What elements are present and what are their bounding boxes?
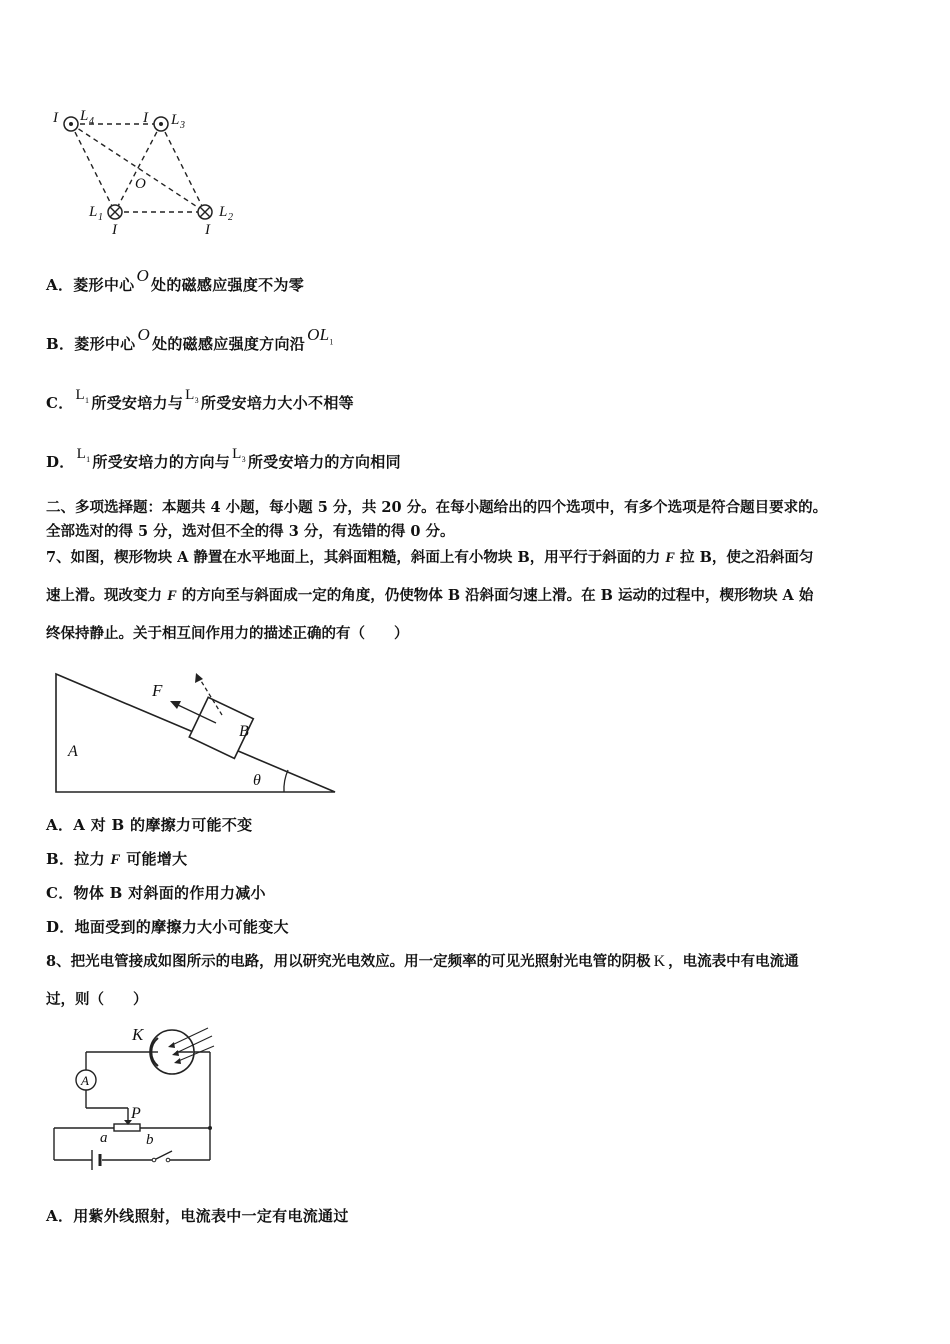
- section-2-line-1: 二、多项选择题：本题共 4 小题，每小题 5 分，共 20 分。在每小题给出的四个选项中，有多个选项是符合题目要求的。: [46, 499, 828, 516]
- wire-l1-in-icon: [108, 205, 122, 219]
- label-l3-sub: 3: [180, 120, 185, 131]
- symbol-l1: L: [76, 446, 87, 462]
- symbol-l3-sub: 3: [241, 455, 246, 464]
- symbol-l1: L: [75, 387, 86, 403]
- label-l2: L: [219, 204, 228, 220]
- option-text: 所受安培力与: [91, 394, 184, 412]
- rhombus-wire-figure: [45, 100, 255, 240]
- q7-stem: [46, 546, 916, 646]
- symbol-l3-sub: 3: [194, 396, 199, 405]
- symbol-l3: L: [185, 387, 195, 403]
- symbol-ol: OL: [307, 325, 330, 344]
- wire-l2-in-icon: [198, 205, 212, 219]
- option-text: 菱形中心: [73, 276, 135, 294]
- symbol-l3: L: [232, 446, 242, 462]
- symbol-ol-sub: 1: [329, 337, 334, 347]
- q8-stem: [46, 950, 916, 1012]
- q7-option-a: A．A 对 B 的摩擦力可能不变: [46, 816, 253, 834]
- label-l4: L: [80, 108, 89, 124]
- battery-icon: [92, 1150, 100, 1170]
- symbol-l1-sub: 1: [85, 396, 90, 405]
- label-i-l1: I: [112, 222, 117, 238]
- option-text: 处的磁感应强度不为零: [151, 276, 305, 294]
- q7-option-c: C．物体 B 对斜面的作用力减小: [46, 884, 266, 902]
- q8-stem-line-1: 8、把光电管接成如图所示的电路，用以研究光电效应。用一定频率的可见光照射光电管的阴极 K ，电流表中有电流通: [46, 953, 799, 970]
- q7-stem-line-1: 7、如图，楔形物块 A 静置在水平地面上，其斜面粗糙，斜面上有小物块 B，用平行于斜面的力 F 拉 B，使之沿斜面匀: [46, 549, 814, 566]
- q8-stem-line-2: 过，则（ ）: [46, 991, 148, 1008]
- option-text: 菱形中心: [74, 335, 136, 353]
- q6-option-b: [46, 325, 336, 355]
- label-b: B: [239, 723, 249, 740]
- q7-stem-line-3: 终保持静止。关于相互间作用力的描述正确的有（ ）: [46, 625, 409, 642]
- label-a-end: a: [100, 1130, 108, 1146]
- label-f: F: [152, 681, 163, 700]
- label-theta: θ: [253, 772, 261, 789]
- option-text: 所受安培力的方向与: [92, 453, 231, 471]
- symbol-l1-sub: 1: [86, 455, 91, 464]
- label-i-l2: I: [205, 222, 210, 238]
- option-letter: A．: [46, 276, 74, 294]
- photoelectric-circuit-figure: [48, 1020, 228, 1172]
- option-text: 所受安培力大小不相等: [200, 394, 354, 412]
- ammeter-label: A: [81, 1073, 89, 1088]
- phototube-icon: [150, 1028, 214, 1074]
- label-i-l4: I: [53, 110, 58, 126]
- option-letter: B．: [46, 335, 75, 353]
- option-text: 处的磁感应强度方向沿: [152, 335, 306, 353]
- label-i-l3: I: [143, 110, 148, 126]
- label-a: A: [68, 743, 78, 760]
- wire-l4-out-icon: [64, 117, 78, 131]
- q7-stem-line-2: 速上滑。现改变力 F 的方向至与斜面成一定的角度，仍使物体 B 沿斜面匀速上滑。在 B 运动的过程中，楔形物块 A 始: [46, 587, 814, 604]
- label-l4-sub: 4: [89, 116, 94, 127]
- option-letter: D．: [46, 453, 75, 471]
- q7-option-d: D．地面受到的摩擦力大小可能变大: [46, 918, 289, 936]
- symbol-o: O: [137, 325, 151, 344]
- q8-option-a: A．用紫外线照射，电流表中一定有电流通过: [46, 1207, 349, 1225]
- symbol-o: O: [136, 266, 150, 285]
- option-letter: C．: [46, 394, 74, 412]
- label-p: P: [131, 1105, 141, 1122]
- label-b-end: b: [146, 1132, 154, 1148]
- q7-option-b: B．拉力 F 可能增大: [46, 850, 188, 868]
- q6-option-d: [46, 446, 401, 473]
- section-2-heading: [46, 496, 916, 544]
- label-o: O: [135, 176, 146, 192]
- option-text: 所受安培力的方向相同: [247, 453, 401, 471]
- label-l1-sub: 1: [98, 212, 103, 223]
- force-dashed-arrow-icon: [195, 673, 203, 683]
- label-l3: L: [171, 112, 180, 128]
- q6-option-c: [46, 387, 354, 414]
- wire-l3-out-icon: [154, 117, 168, 131]
- label-k: K: [132, 1025, 144, 1044]
- wedge-block-figure: [50, 668, 350, 798]
- q6-option-a: [46, 266, 305, 295]
- label-l1: L: [89, 204, 98, 220]
- label-l2-sub: 2: [228, 212, 233, 223]
- section-2-line-2: 全部选对的得 5 分，选对但不全的得 3 分，有选错的得 0 分。: [46, 523, 455, 540]
